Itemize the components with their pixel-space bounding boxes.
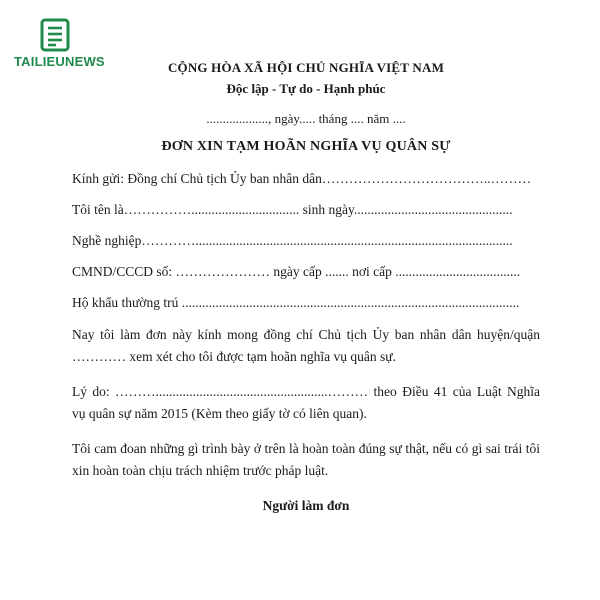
request-paragraph: Nay tôi làm đơn này kính mong đồng chí Chủ tịch Ủy ban nhân dân huyện/quận ………… xem xét cho tôi được tạm hoãn nghĩa vụ quân sự. (72, 327, 540, 364)
commitment-paragraph: Tôi cam đoan những gì trình bày ở trên là hoàn toàn đúng sự thật, nếu có gì sai trái tôi xin hoàn toàn chịu trách nhiệm trước pháp luật. (72, 441, 540, 478)
residence-line: Hộ khẩu thường trú .................................................................................................... (72, 295, 520, 310)
nation-heading: CỘNG HÒA XÃ HỘI CHỦ NGHĨA VIỆT NAM (167, 60, 445, 75)
recipient-line: Kính gửi: Đồng chí Chủ tịch Ủy ban nhân dân………………………………..……… (72, 171, 532, 186)
date-line: ..................., ngày..... tháng .... năm .... (206, 111, 406, 126)
job-line: Nghề nghiệp………….............................................................................................. (72, 233, 513, 248)
signer-label: Người làm đơn (262, 498, 350, 513)
motto: Độc lập - Tự do - Hạnh phúc (226, 81, 386, 96)
document-title: ĐƠN XIN TẠM HOÃN NGHĨA VỤ QUÂN SỰ (161, 139, 451, 154)
logo-brand-text: TAILIEUNEWS (14, 54, 105, 69)
document-icon (39, 18, 73, 52)
reason-paragraph: Lý do: ………...................................................……… theo Điều 41 của Luật Nghĩa vụ quân sự năm 2015 (Kèm theo giấy tờ có liên quan). (72, 384, 540, 421)
id-line: CMND/CCCD số: ………………… ngày cấp ....... nơi cấp ..................................... (72, 264, 521, 279)
name-line: Tôi tên là……………................................ sinh ngày............................................... (72, 202, 513, 217)
document-body (72, 60, 540, 514)
